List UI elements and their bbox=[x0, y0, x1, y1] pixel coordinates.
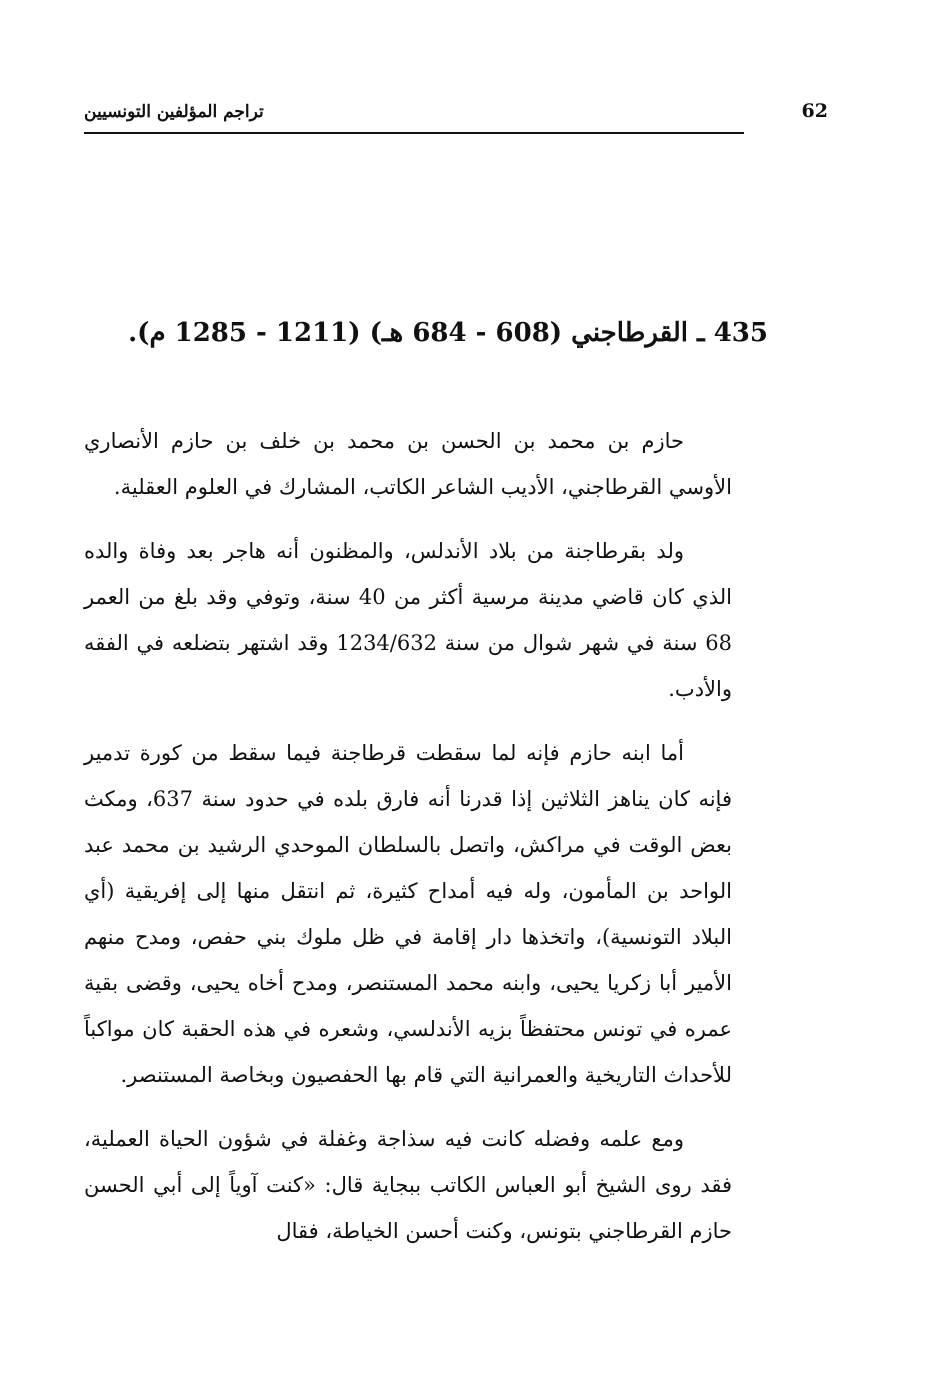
paragraph-birth: ولد بقرطاجنة من بلاد الأندلس، والمظنون أنه هاجر بعد وفاة والده الذي كان قاضي مدينة مرسية أكثر من 40 سنة، وتوفي وقد بلغ من العمر 68 سنة في شهر شوال من سنة 1234/632 وقد اشتهر بتضلعه في الفقه والأدب. bbox=[84, 539, 732, 701]
paragraph-life: أما ابنه حازم فإنه لما سقطت قرطاجنة فيما سقط من كورة تدمير فإنه كان يناهز الثلاثين إذا قدرنا أنه فارق بلده في حدود سنة 637، ومكث بعض الوقت في مراكش، واتصل بالسلطان الموحدي الرشيد بن محمد عبد الواحد بن المأمون، وله فيه أمداح كثيرة، ثم انتقل منها إلى إفريقية (أي البلاد التونسية)، واتخذها دار إقامة في ظل ملوك بني حفص، ومدح منهم الأمير أبا زكريا يحيى، وابنه محمد المستنصر، ومدح أخاه يحيى، وقضى بقية عمره في تونس محتفظاً بزيه الأندلسي، وشعره في هذه الحقبة كان مواكباً للأحداث التاريخية والعمرانية التي قام بها الحفصيون وبخاصة المستنصر. bbox=[84, 741, 732, 1087]
paragraph-anecdote: ومع علمه وفضله كانت فيه سذاجة وغفلة في شؤون الحياة العملية، فقد روى الشيخ أبو العباس الكاتب ببجاية قال: «كنت آوياً إلى أبي الحسن حازم القرطاجني بتونس، وكنت أحسن الخياطة، فقال bbox=[84, 1127, 732, 1243]
running-header bbox=[84, 96, 828, 134]
book-title: تراجم المؤلفين التونسيين bbox=[84, 102, 264, 122]
paragraph-intro: حازم بن محمد بن الحسن بن محمد بن خلف بن حازم الأنصاري الأوسي القرطاجني، الأديب الشاعر الكاتب، المشارك في العلوم العقلية. bbox=[84, 429, 732, 499]
entry-body bbox=[84, 418, 732, 1272]
entry-heading: 435 ـ القرطاجني (608 - 684 هـ) (1211 - 1285 م). bbox=[128, 318, 768, 348]
page-number: 62 bbox=[801, 100, 828, 122]
